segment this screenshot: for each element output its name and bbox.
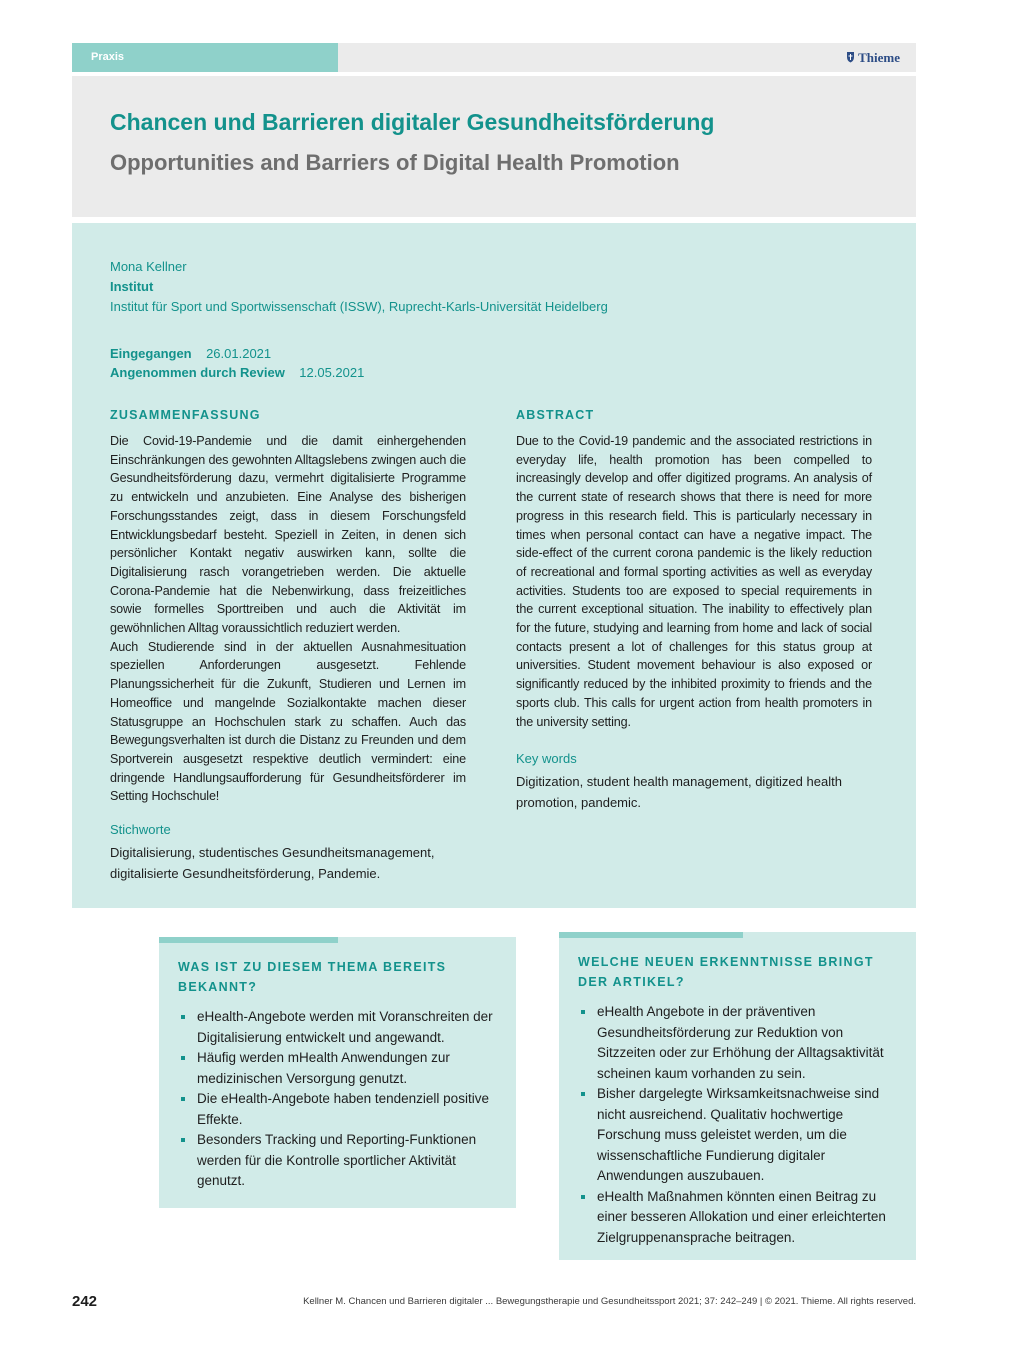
box-accent-bar — [559, 932, 743, 938]
title-english: Opportunities and Barriers of Digital Health Promotion — [110, 150, 680, 175]
keywords-heading-en: Key words — [516, 751, 577, 767]
list-item: Die eHealth-Angebote haben tendenziell positive Effekte. — [178, 1089, 502, 1130]
summary-heading: ZUSAMMENFASSUNG — [110, 408, 261, 422]
list-item: eHealth Angebote in der präventiven Gesundheitsförderung zur Reduktion von Sitzzeiten oder zur Erhöhung der Alltagsaktivität scheinen kaum vorhanden zu sein. — [578, 1002, 902, 1084]
abstract-heading: ABSTRACT — [516, 408, 595, 422]
known-facts-box — [159, 937, 516, 1208]
title-block — [72, 76, 916, 217]
author-name: Mona Kellner — [110, 259, 187, 274]
accepted-label: Angenommen durch Review — [110, 364, 285, 380]
summary-german — [110, 407, 466, 884]
received-date: 26.01.2021 — [206, 346, 272, 361]
summary-english — [516, 407, 872, 813]
list-item: eHealth-Angebote werden mit Voranschreiten der Digitalisierung entwickelt und angewandt. — [178, 1007, 502, 1048]
new-findings-heading: WELCHE NEUEN ERKENNTNISSE BRINGT DER ARTIKEL? — [578, 955, 874, 989]
publisher-name: Thieme — [858, 50, 900, 65]
section-label: Praxis — [72, 43, 338, 72]
summary-paragraph-2: Auch Studierende sind in der aktuellen Ausnahmesituation speziellen Anforderungen ausgesetzt. Fehlende Planungssicherheit für die Zukunft, Studieren und Lernen im Homeoffice und mangelnde Sozialkontakte machen dieser Statusgruppe an Hochschulen stark zu schaffen. Auch das Bewegungsverhalten ist durch die Distanz zu Freunden und dem Sportverein ausgesetzt respektive deutlich vermindert: eine dringende Handlungsaufforderung für Gesundheitsförderer im Setting Hochschule! — [110, 639, 466, 804]
header-bar — [72, 43, 916, 72]
keywords-de: Digitalisierung, studentisches Gesundheitsmanagement, digitalisierte Gesundheitsförderung, Pandemie. — [110, 845, 435, 882]
list-item: Häufig werden mHealth Anwendungen zur medizinischen Versorgung genutzt. — [178, 1048, 502, 1089]
summary-paragraph-1: Die Covid-19-Pandemie und die damit einhergehenden Einschränkungen des gewohnten Alltagslebens zwingen auch die Gesundheitsförderung dazu, vermehrt digitalisierte Programme zu entwickeln und anzubieten. Eine Analyse des bisherigen Forschungsstandes zeigt, dass in diesem Forschungsfeld Entwicklungsbedarf besteht. Speziell in Zeiten, in denen sich persönlicher Kontakt negativ auswirken kann, sollte die Digitalisierung rasch vorangetrieben werden. Die aktuelle Corona-Pandemie hat die Nebenwirkung, dass freizeitliches sowie formelles Sporttreiben und auch die Aktivität im gewöhnlichen Alltag voraussichtlich reduziert werden. — [110, 434, 466, 636]
keywords-heading-de: Stichworte — [110, 822, 171, 838]
keywords-en: Digitization, student health management, digitized health promotion, pandemic. — [516, 774, 842, 811]
list-item: Bisher dargelegte Wirksamkeitsnachweise sind nicht ausreichend. Qualitativ hochwertige Forschung muss geleistet werden, um die wissenschaftliche Fundierung digitaler Anwendungen auszubauen. — [578, 1084, 902, 1187]
title-german: Chancen und Barrieren digitaler Gesundheitsförderung — [110, 109, 715, 135]
affiliation: Institut für Sport und Sportwissenschaft (ISSW), Ruprecht-Karls-Universität Heidelberg — [110, 299, 608, 314]
new-findings-box — [559, 932, 916, 1260]
known-facts-list — [178, 1007, 502, 1192]
box-accent-bar — [159, 937, 338, 943]
author-info — [110, 257, 608, 317]
list-item: eHealth Maßnahmen könnten einen Beitrag zu einer besseren Allokation und einer erleichterten Zielgruppenansprache beitragen. — [578, 1187, 902, 1249]
page-number: 242 — [72, 1293, 98, 1310]
abstract-block — [72, 223, 916, 908]
affiliation-label: Institut — [110, 279, 154, 294]
known-facts-heading: WAS IST ZU DIESEM THEMA BEREITS BEKANNT? — [178, 960, 447, 994]
publisher-logo — [846, 43, 900, 72]
list-item: Besonders Tracking und Reporting-Funktionen werden für die Kontrolle sportlicher Aktivität genutzt. — [178, 1130, 502, 1192]
thieme-crest-icon — [846, 51, 855, 63]
accepted-date: 12.05.2021 — [299, 364, 365, 380]
citation-line: Kellner M. Chancen und Barrieren digitaler ... Bewegungstherapie und Gesundheitssport 2021; 37: 242–249 | © 2021. Thieme. All rights reserved. — [303, 1296, 916, 1307]
abstract-paragraph: Due to the Covid-19 pandemic and the associated restrictions in everyday life, health promotion has been compelled to increasingly develop and offer digitized programs. An analysis of the current state of research shows that there is need for more progress in this research field. This is particularly necessary in times when personal contact can have a negative impact. The side-effect of the current corona pandemic is the likely reduction of recreational and formal sporting activities as well as everyday activities. Students too are exposed to special requirements in the current exceptional situation. The inability to effectively plan for the future, studying and learning from home and lack of social contacts present a lot of challenges for this status group at universities. Student movement behaviour is also exposed or significantly reduced by the inhibited proximity to friends and the sports club. This calls for urgent action from health promoters in the university setting. — [516, 434, 872, 729]
dates-info — [110, 345, 364, 382]
new-findings-list — [578, 1002, 902, 1248]
received-label: Eingegangen — [110, 346, 192, 361]
